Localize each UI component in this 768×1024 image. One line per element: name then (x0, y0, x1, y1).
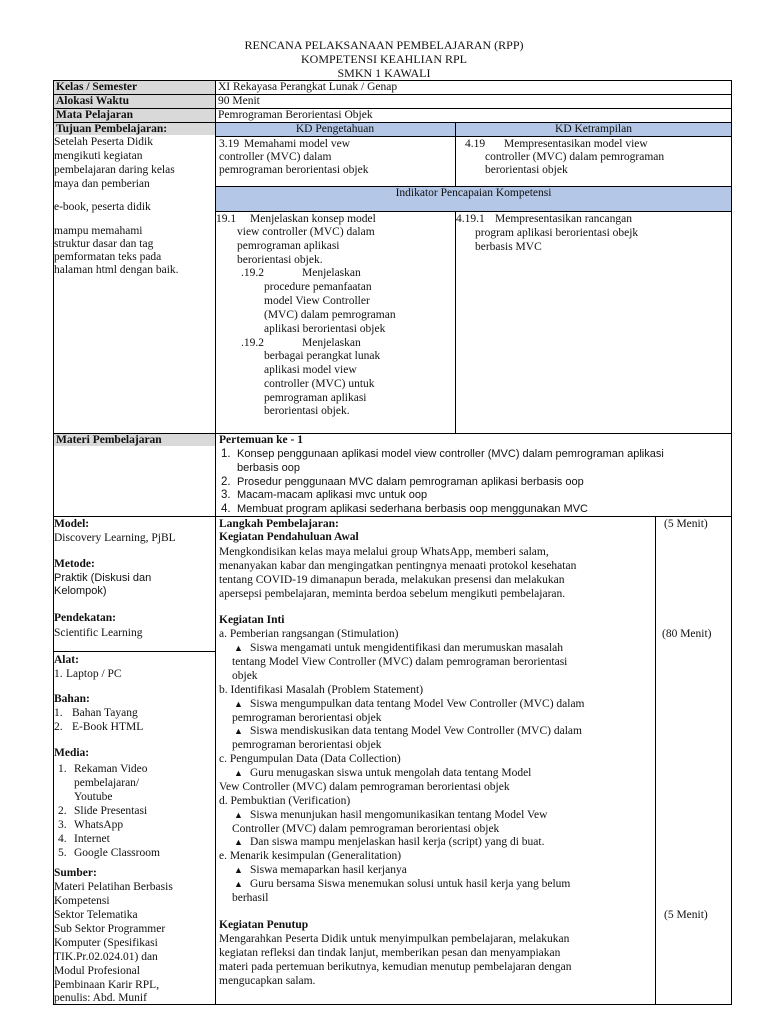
indikator-line: berorientasi objek. (237, 254, 323, 266)
indikator-line: berbagai perangkat lunak (264, 350, 381, 362)
materi-num: 2. (221, 476, 231, 488)
sumber-line: Materi Pelatihan Berbasis (54, 881, 173, 893)
kd-ketrampilan-num: 4.19 (465, 138, 486, 150)
model-label: Model: (54, 518, 90, 530)
penutup-line: kegiatan refleksi dan tindak lanjut, memberikan pesan dan menyampiakan (219, 947, 561, 959)
time-inti: (80 Menit) (662, 628, 712, 640)
indikator-line: controller (MVC) untuk (264, 378, 375, 390)
inti-substep: Dan siswa mampu menjelaskan hasil kerja (script) yang di buat. (250, 836, 545, 848)
tujuan-line: pembelajaran daring kelas (54, 164, 175, 176)
sumber-line: Sub Sektor Programmer (54, 923, 166, 935)
sumber-line: Kompetensi (54, 895, 110, 907)
pendahuluan-line: menanyakan kabar dan mengingatkan pentingnya menaati protokol kesehatan (219, 560, 577, 572)
penutup-line: mengucapkan salam. (219, 975, 316, 987)
metode-label: Metode: (54, 558, 95, 570)
indikator-num: 19.1 (216, 213, 237, 225)
sumber-line: Komputer (Spesifikasi (54, 937, 158, 949)
pendahuluan-line: apersepsi pembelajaran, meminta berdoa sebelum mengikuti pembelajaran. (219, 588, 566, 600)
kd-ketrampilan-line: berorientasi objek (485, 164, 568, 176)
metode-value: Kelompok) (54, 585, 107, 597)
materi-item: Konsep penggunaan aplikasi model view controller (MVC) dalam pemrograman aplikasi (237, 448, 664, 460)
inti-step: a. Pemberian rangsangan (Stimulation) (219, 628, 399, 640)
inti-substep: Siswa menunjukan hasil mengomunikasikan tentang Model Vew (250, 809, 548, 821)
bahan-label: Bahan: (54, 693, 90, 705)
indikator-line: view controller (MVC) dalam (237, 226, 375, 238)
inti-substep: berhasil (232, 892, 269, 904)
pendahuluan-line: Mengkondisikan kelas maya melalui group WhatsApp, memberi salam, (219, 546, 549, 558)
pendekatan-label: Pendekatan: (54, 612, 116, 624)
mapel-value: Pemrograman Berorientasi Objek (218, 109, 373, 121)
mapel-label: Mata Pelajaran (56, 109, 133, 121)
indikator-line: berorientasi objek. (264, 405, 350, 417)
inti-substep: tentang Model View Controller (MVC) dalam pemrograman berorientasi (232, 656, 568, 668)
inti-step: d. Pembuktian (Verification) (219, 795, 351, 807)
materi-num: 4. (221, 503, 231, 515)
indikator-line: program aplikasi berorientasi obejk (475, 227, 639, 239)
langkah-label: Langkah Pembelajaran: (219, 518, 339, 530)
tujuan-line: halaman html dengan baik. (54, 264, 179, 276)
media-label: Media: (54, 747, 90, 759)
indikator-line: procedure pemanfaatan (264, 281, 372, 293)
sumber-line: Pembinaan Karir RPL, (54, 979, 160, 991)
kd-ketrampilan-header: KD Ketrampilan (555, 123, 632, 135)
tujuan-line: maya dan pemberian (54, 178, 150, 190)
indikator-header: Indikator Pencapaian Kompetensi (395, 187, 552, 199)
indikator-line: aplikasi model view (264, 364, 357, 376)
materi-item: Prosedur penggunaan MVC dalam pemrograman aplikasi berbasis oop (237, 476, 584, 488)
laptop-bullet-icon: ▲ (234, 837, 243, 847)
pertemuan-title: Pertemuan ke - 1 (219, 434, 303, 446)
media-item: pembelajaran/ (74, 777, 140, 789)
indikator-line: berbasis MVC (475, 241, 542, 253)
bahan-item: Bahan Tayang (72, 707, 138, 719)
tujuan-label: Tujuan Pembelajaran: (56, 123, 168, 135)
media-item: Internet (74, 833, 110, 845)
materi-num: 3. (221, 489, 231, 501)
media-item: Slide Presentasi (74, 805, 148, 817)
sumber-label: Sumber: (54, 867, 97, 879)
indikator-line: (MVC) dalam pemrograman (264, 309, 396, 321)
inti-substep: Guru bersama Siswa menemukan solusi untuk hasil kerja yang belum (250, 878, 571, 890)
indikator-line: Mempresentasikan rancangan (495, 213, 632, 225)
inti-substep: Siswa memaparkan hasil kerjanya (250, 864, 407, 876)
metode-value: Praktik (Diskusi dan (54, 572, 152, 584)
media-num: 5. (58, 847, 67, 859)
inti-substep: Siswa mendiskusikan data tentang Model Vew Controller (MVC) dalam (250, 725, 582, 737)
materi-item: berbasis oop (237, 462, 300, 474)
tujuan-line: mampu memahami (54, 225, 143, 237)
kd-pengetahuan-line: controller (MVC) dalam (219, 151, 332, 163)
materi-item: Macam-macam aplikasi mvc untuk oop (237, 489, 428, 501)
inti-step: e. Menarik kesimpulan (Generalitation) (219, 850, 402, 862)
time-pendahuluan: (5 Menit) (664, 518, 708, 530)
media-num: 1. (58, 763, 67, 775)
inti-step: c. Pengumpulan Data (Data Collection) (219, 753, 401, 765)
laptop-bullet-icon: ▲ (234, 768, 243, 778)
tujuan-line: mengikuti kegiatan (54, 150, 143, 162)
indikator-line: model View Controller (264, 295, 370, 307)
tujuan-line: Setelah Peserta Didik (54, 136, 154, 148)
laptop-bullet-icon: ▲ (234, 643, 243, 653)
kd-pengetahuan-line: Memahami model vew (244, 138, 351, 150)
indikator-num: .19.2 (241, 267, 264, 279)
penutup-line: materi pada pertemuan berikutnya, kemudian menutup pembelajaran dengan (219, 961, 572, 973)
materi-label: Materi Pembelajaran (56, 434, 162, 446)
penutup-title: Kegiatan Penutup (219, 919, 309, 931)
inti-substep: Vew Controller (MVC) dalam pemrograman berorientasi objek (219, 781, 510, 793)
inti-substep: Guru menugaskan siswa untuk mengolah data tentang Model (250, 767, 532, 779)
pendahuluan-line: tentang COVID-19 dimanapun berada, melakukan presensi dan melakukan (219, 574, 565, 586)
indikator-line: aplikasi berorientasi objek (264, 323, 386, 335)
laptop-bullet-icon: ▲ (234, 810, 243, 820)
inti-title: Kegiatan Inti (219, 614, 285, 626)
sumber-line: penulis: Abd. Munif (54, 992, 147, 1004)
indikator-line: Menjelaskan (302, 337, 361, 349)
media-num: 3. (58, 819, 67, 831)
bahan-num: 2. (54, 721, 63, 733)
inti-substep: objek (232, 670, 258, 682)
alat-label: Alat: (54, 654, 79, 666)
kd-ketrampilan-line: Mempresentasikan model view (504, 138, 648, 150)
media-num: 4. (58, 833, 67, 845)
pendahuluan-title: Kegiatan Pendahuluan Awal (219, 531, 359, 543)
tujuan-line: e-book, peserta didik (54, 201, 151, 213)
penutup-line: Mengarahkan Peserta Didik untuk menyimpulkan pembelajaran, melakukan (219, 933, 570, 945)
alokasi-value: 90 Menit (218, 95, 260, 107)
inti-substep: pemrograman berorientasi objek (232, 739, 382, 751)
alokasi-label: Alokasi Waktu (56, 95, 129, 107)
alat-item: Laptop / PC (66, 668, 122, 680)
time-penutup: (5 Menit) (664, 909, 708, 921)
kelas-value: XI Rekayasa Perangkat Lunak / Genap (218, 81, 398, 93)
sumber-line: Sektor Telematika (54, 909, 138, 921)
tujuan-line: struktur dasar dan tag (54, 238, 154, 250)
materi-num: 1. (221, 448, 231, 460)
pendekatan-value: Scientific Learning (54, 627, 143, 639)
inti-step: b. Identifikasi Masalah (Problem Statement) (219, 684, 424, 696)
media-item: Youtube (74, 791, 113, 803)
kd-ketrampilan-line: controller (MVC) dalam pemrograman (485, 151, 665, 163)
page-subtitle: KOMPETENSI KEAHLIAN RPL (301, 52, 467, 66)
school-name: SMKN 1 KAWALI (337, 66, 431, 80)
indikator-line: Menjelaskan (302, 267, 361, 279)
page-title: RENCANA PELAKSANAAN PEMBELAJARAN (RPP) (244, 38, 524, 52)
tujuan-line: pemformatan teks pada (54, 251, 162, 263)
indikator-line: pemrograman aplikasi (237, 240, 340, 252)
sumber-line: Modul Profesional (54, 965, 140, 977)
laptop-bullet-icon: ▲ (234, 865, 243, 875)
alat-num: 1. (54, 668, 63, 680)
sumber-line: TIK.Pr.02.024.01) dan (54, 951, 158, 963)
kd-pengetahuan-num: 3.19 (219, 138, 240, 150)
materi-item: Membuat program aplikasi sederhana berbasis oop menggunakan MVC (237, 503, 588, 515)
media-item: Google Classroom (74, 847, 160, 859)
indikator-num: .19.2 (241, 337, 264, 349)
inti-substep: Siswa mengumpulkan data tentang Model Vew Controller (MVC) dalam (250, 698, 585, 710)
laptop-bullet-icon: ▲ (234, 726, 243, 736)
bahan-num: 1. (54, 707, 63, 719)
kd-pengetahuan-header: KD Pengetahuan (295, 123, 375, 135)
indikator-line: Menjelaskan konsep model (250, 213, 376, 225)
bahan-item: E-Book HTML (72, 721, 144, 733)
inti-substep: pemrograman berorientasi objek (232, 712, 382, 724)
media-item: Rekaman Video (74, 763, 148, 775)
indikator-num: 4.19.1 (456, 213, 485, 225)
media-item: WhatsApp (74, 819, 124, 831)
laptop-bullet-icon: ▲ (234, 879, 243, 889)
media-num: 2. (58, 805, 67, 817)
kd-pengetahuan-line: pemrograman berorientasi objek (219, 164, 369, 176)
laptop-bullet-icon: ▲ (234, 699, 243, 709)
inti-substep: Siswa mengamati untuk mengidentifikasi dan merumuskan masalah (250, 642, 563, 654)
indikator-line: pemrograman aplikasi (264, 392, 367, 404)
kelas-label: Kelas / Semester (56, 81, 138, 93)
model-value: Discovery Learning, PjBL (54, 532, 176, 544)
inti-substep: Controller (MVC) dalam pemrograman berorientasi objek (232, 823, 500, 835)
